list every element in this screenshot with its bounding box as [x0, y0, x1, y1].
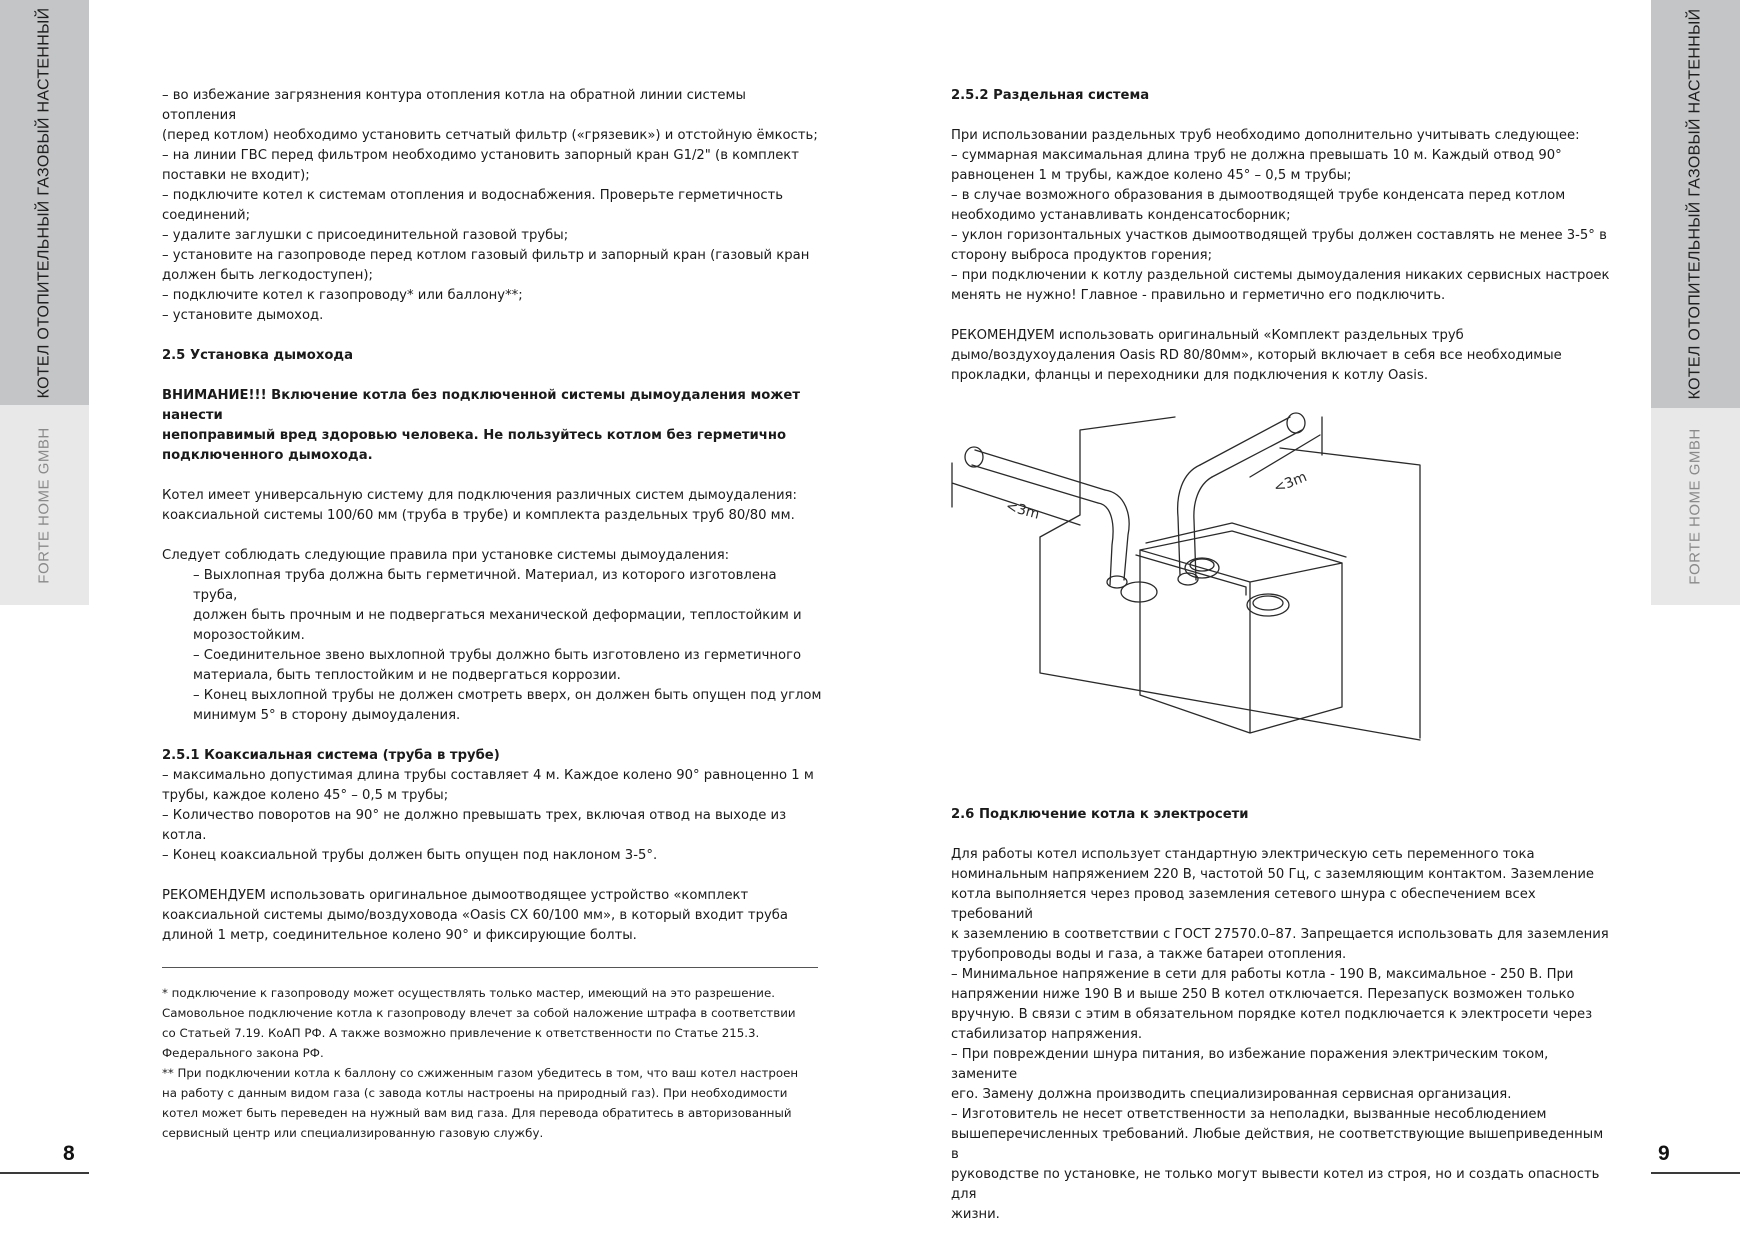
text-line: коаксиальной системы 100/60 мм (труба в трубе) и комплекта раздельных труб 80/80 мм.: [162, 508, 795, 523]
left-pipe: [972, 450, 1105, 503]
separate-system-list: [951, 126, 1611, 306]
text-line: – удалите заглушки с присоединительной газовой трубы;: [162, 228, 569, 243]
right-tab-brand-block: [1651, 408, 1740, 605]
text-line: дымо/воздухоудаления Oasis RD 80/80мм», который включает в себя все необходимые: [951, 348, 1562, 363]
section-2-6-heading: 2.6 Подключение котла к электросети: [951, 807, 1249, 822]
measure-line-right: [1250, 417, 1322, 477]
text-line: – Количество поворотов на 90° не должно превышать трех, включая отвод на выходе из котла.: [162, 808, 787, 843]
text-line: – максимально допустимая длина трубы составляет 4 м. Каждое колено 90° равноценно 1 м: [162, 768, 814, 783]
text-line: напряжении ниже 190 В и выше 250 В котел отключается. Перезапуск возможен только: [951, 987, 1575, 1002]
text-line: – Конец выхлопной трубы не должен смотреть вверх, он должен быть опущен под углом: [193, 688, 822, 703]
text-line: – установите на газопроводе перед котлом газовый фильтр и запорный кран (газовый кран: [162, 248, 810, 263]
intro-list: [162, 86, 822, 326]
text-line: – уклон горизонтальных участков дымоотводящей трубы должен составлять не менее 3-5° в: [951, 228, 1607, 243]
text-line: – установите дымоход.: [162, 308, 324, 323]
text-line: – Изготовитель не несет ответственности за неполадки, вызванные несоблюдением: [951, 1107, 1547, 1122]
separate-flue-diagram: [950, 405, 1425, 745]
text-line: РЕКОМЕНДУЕМ использовать оригинальный «Комплект раздельных труб: [951, 328, 1464, 343]
text-line: к заземлению в соответствии с ГОСТ 27570.0–87. Запрещается использовать для заземления: [951, 927, 1609, 942]
right-tab-title: КОТЕЛ ОТОПИТЕЛЬНЫЙ ГАЗОВЫЙ НАСТЕННЫЙ: [1686, 8, 1704, 400]
text-line: прокладки, фланцы и переходники для подключения к котлу Oasis.: [951, 368, 1429, 383]
left-page-body: [162, 86, 822, 946]
coaxial-recommendation: [162, 886, 822, 946]
text-line: номинальным напряжением 220 В, частотой 50 Гц, с заземляющим контактом. Заземление: [951, 867, 1595, 882]
right-page-body-top: [951, 86, 1611, 386]
footnote-line: * подключение к газопроводу может осуществлять только мастер, имеющий на это разрешение.: [162, 986, 775, 1000]
right-tab-brand: FORTE HOME GMBH: [1687, 428, 1704, 585]
footnote-line: со Статьей 7.19. КоАП РФ. А также возможно привлечение к ответственности по Статье 215.3.: [162, 1026, 760, 1040]
text-line: необходимо устанавливать конденсатосборник;: [951, 208, 1291, 223]
text-line: – при подключении к котлу раздельной системы дымоудаления никаких сервисных настроек: [951, 268, 1610, 283]
footnote-line: Самовольное подключение котла к газопроводу влечет за собой наложение штрафа в соответствии: [162, 1006, 796, 1020]
text-line: вышеперечисленных требований. Любые действия, не соответствующие вышеприведенным в: [951, 1127, 1604, 1162]
text-line: трубопроводы воды и газа, а также батареи отопления.: [951, 947, 1347, 962]
section-2-5-heading: 2.5 Установка дымохода: [162, 348, 353, 363]
footnote-divider: [162, 967, 818, 968]
right-pipe: [1200, 417, 1302, 477]
universal-system-paragraph: [162, 486, 822, 526]
text-line: коаксиальной системы дымо/воздуховода «Oasis CX 60/100 мм», в который входит труба: [162, 908, 788, 923]
page-rule-right: [1651, 1172, 1740, 1174]
text-line: вручную. В связи с этим в обязательном порядке котел подключается к электросети через: [951, 1007, 1593, 1022]
text-line: трубы, каждое колено 45° – 0,5 м трубы;: [162, 788, 449, 803]
text-line: должен быть легкодоступен);: [162, 268, 373, 283]
text-line: – подключите котел к газопроводу* или баллону**;: [162, 288, 523, 303]
page-number-left: 8: [63, 1142, 75, 1165]
section-2-5-2-heading: 2.5.2 Раздельная система: [951, 88, 1150, 103]
text-line: жизни.: [951, 1207, 1000, 1222]
text-line: поставки не входит);: [162, 168, 310, 183]
text-line: менять не нужно! Главное - правильно и герметично его подключить.: [951, 288, 1446, 303]
left-tab-brand-block: [0, 405, 89, 605]
text-line: – в случае возможного образования в дымоотводящей трубе конденсата перед котлом: [951, 188, 1566, 203]
rules-list: [162, 566, 822, 726]
text-line: – на линии ГВС перед фильтром необходимо установить запорный кран G1/2" (в комплект: [162, 148, 799, 163]
left-tab-brand: FORTE HOME GMBH: [36, 426, 53, 584]
text-line: При использовании раздельных труб необходимо дополнительно учитывать следующее:: [951, 128, 1580, 143]
text-line: – Выхлопная труба должна быть герметичной. Материал, из которого изготовлена труба,: [193, 568, 777, 603]
diagram-label-right: <3m: [1271, 469, 1310, 497]
warning-line: ВНИМАНИЕ!!! Включение котла без подключенной системы дымоудаления может нанести: [162, 388, 800, 423]
text-line: – Соединительное звено выхлопной трубы должно быть изготовлено из герметичного: [193, 648, 802, 663]
footnote-line: сервисный центр или специализированную газовую службу.: [162, 1126, 544, 1140]
text-line: РЕКОМЕНДУЕМ использовать оригинальное дымоотводящее устройство «комплект: [162, 888, 749, 903]
footnote-line: котел может быть переведен на нужный вам вид газа. Для перевода обратитесь в авторизованный: [162, 1106, 792, 1120]
boiler-body: [1140, 550, 1342, 733]
electric-list: [951, 845, 1611, 1225]
text-line: котла выполняется через провод заземления сетевого шнура с обеспечением всех требований: [951, 887, 1536, 922]
warning-block: [162, 386, 822, 466]
section-2-5-1-heading: 2.5.1 Коаксиальная система (труба в трубе): [162, 748, 500, 763]
footnote-line: на работу с данным видом газа (с завода котлы настроены на природный газ). При необходимости: [162, 1086, 788, 1100]
warning-line: непоправимый вред здоровью человека. Не пользуйтесь котлом без герметично: [162, 428, 787, 443]
text-line: должен быть прочным и не подвергаться механической деформации, теплостойким и: [193, 608, 802, 623]
text-line: стабилизатор напряжения.: [951, 1027, 1143, 1042]
footnote-line: ** При подключении котла к баллону со сжиженным газом убедитесь в том, что ваш котел настроен: [162, 1066, 799, 1080]
text-line: (перед котлом) необходимо установить сетчатый фильтр («грязевик») и отстойную ёмкость;: [162, 128, 818, 143]
text-line: – При повреждении шнура питания, во избежание поражения электрическим током, замените: [951, 1047, 1549, 1082]
wall-right: [1280, 448, 1420, 738]
text-line: равноценен 1 м трубы, каждое колено 45° – 0,5 м трубы;: [951, 168, 1352, 183]
text-line: длиной 1 метр, соединительное колено 90° и фиксирующие болты.: [162, 928, 637, 943]
wall-left: [1040, 417, 1420, 740]
text-line: – Конец коаксиальной трубы должен быть опущен под наклоном 3-5°.: [162, 848, 658, 863]
text-line: – Минимальное напряжение в сети для работы котла - 190 В, максимальное - 250 В. При: [951, 967, 1574, 982]
text-line: – во избежание загрязнения контура отопления котла на обратной линии системы отопления: [162, 88, 746, 123]
rules-intro: Следует соблюдать следующие правила при установке системы дымоудаления:: [162, 548, 730, 563]
text-line: Котел имеет универсальную систему для подключения различных систем дымоудаления:: [162, 488, 797, 503]
right-elbow-joint: [1178, 573, 1198, 585]
text-line: его. Замену должна производить специализированная сервисная организация.: [951, 1087, 1512, 1102]
warning-line: подключенного дымохода.: [162, 448, 373, 463]
right-page-body-bottom: [951, 805, 1611, 1225]
text-line: Для работы котел использует стандартную электрическую сеть переменного тока: [951, 847, 1535, 862]
footnotes: [162, 983, 822, 1143]
separate-recommendation: [951, 326, 1611, 386]
diagram-label-left: <3m: [1003, 498, 1042, 523]
left-tab-title: КОТЕЛ ОТОПИТЕЛЬНЫЙ ГАЗОВЫЙ НАСТЕННЫЙ: [35, 7, 53, 398]
right-tab-title-block: [1651, 0, 1740, 408]
text-line: минимум 5° в сторону дымоудаления.: [193, 708, 461, 723]
left-tab-title-block: [0, 0, 89, 405]
outlet-ellipse: [1253, 596, 1283, 610]
text-line: – подключите котел к системам отопления и водоснабжения. Проверьте герметичность: [162, 188, 784, 203]
footnote-line: Федерального закона РФ.: [162, 1046, 324, 1060]
coaxial-list: [162, 766, 822, 866]
text-line: – суммарная максимальная длина труб не должна превышать 10 м. Каждый отвод 90°: [951, 148, 1562, 163]
text-line: морозостойким.: [193, 628, 305, 643]
text-line: соединений;: [162, 208, 251, 223]
page-number-right: 9: [1658, 1142, 1670, 1165]
text-line: сторону выброса продуктов горения;: [951, 248, 1213, 263]
text-line: материала, быть теплостойким и не подвергаться коррозии.: [193, 668, 621, 683]
page-rule-left: [0, 1172, 89, 1174]
text-line: руководстве по установке, не только могут вывести котел из строя, но и создать опасность для: [951, 1167, 1600, 1202]
